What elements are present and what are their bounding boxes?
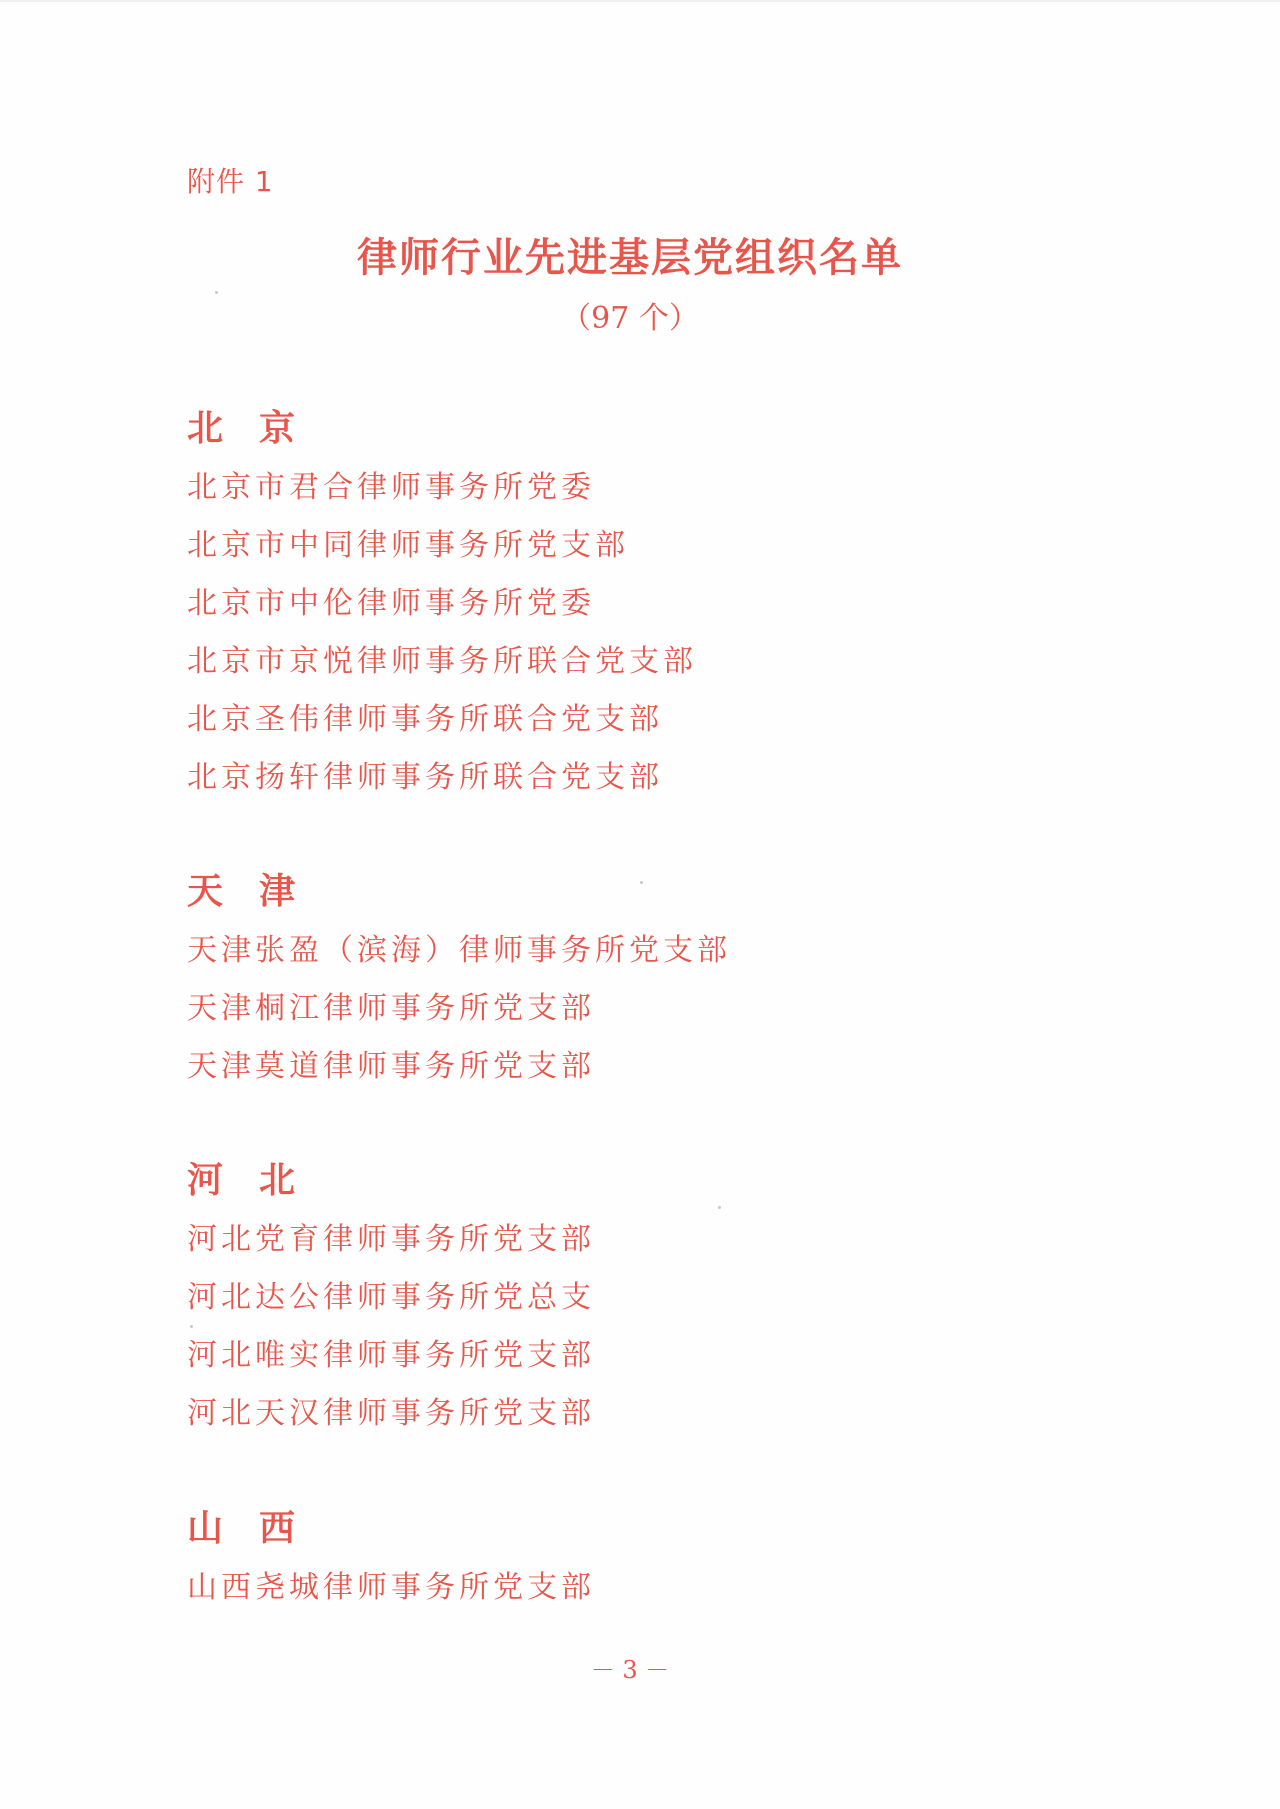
org-list xyxy=(187,1211,595,1443)
org-list xyxy=(187,459,697,807)
page-number: － 3 － xyxy=(590,1656,670,1684)
region-shanxi xyxy=(187,1503,595,1617)
region-heading: 北京 xyxy=(187,408,332,449)
scan-speck xyxy=(718,1206,721,1209)
region-heading: 山西 xyxy=(187,1508,332,1549)
scan-speck xyxy=(215,291,218,294)
org-list xyxy=(187,922,731,1096)
org-list xyxy=(187,1559,595,1617)
document-title: 律师行业先进基层党组织名单 xyxy=(357,234,903,281)
list-item: 河北天汉律师事务所党支部 xyxy=(187,1396,595,1431)
list-item: 河北唯实律师事务所党支部 xyxy=(187,1338,595,1373)
region-heading: 天津 xyxy=(187,871,332,912)
list-item: 北京市君合律师事务所党委 xyxy=(187,470,595,505)
list-item: 天津张盈（滨海）律师事务所党支部 xyxy=(187,933,731,968)
list-item: 北京市中同律师事务所党支部 xyxy=(187,528,629,563)
list-item: 河北党育律师事务所党支部 xyxy=(187,1222,595,1257)
list-item: 天津莫道律师事务所党支部 xyxy=(187,1049,595,1084)
list-item: 北京市中伦律师事务所党委 xyxy=(187,586,595,621)
list-item: 北京市京悦律师事务所联合党支部 xyxy=(187,644,697,679)
scan-edge xyxy=(0,0,1280,2)
attachment-label: 附件 1 xyxy=(187,165,274,198)
list-item: 天津桐江律师事务所党支部 xyxy=(187,991,595,1026)
scan-speck xyxy=(640,881,643,884)
document-count: （97 个） xyxy=(561,301,699,336)
region-hebei xyxy=(187,1155,595,1443)
scan-speck xyxy=(190,1325,193,1328)
list-item: 北京圣伟律师事务所联合党支部 xyxy=(187,702,663,737)
list-item: 河北达公律师事务所党总支 xyxy=(187,1280,595,1315)
region-beijing xyxy=(187,403,697,807)
region-tianjin xyxy=(187,866,731,1096)
region-heading: 河北 xyxy=(187,1160,332,1201)
list-item: 山西尧城律师事务所党支部 xyxy=(187,1570,595,1605)
list-item: 北京扬轩律师事务所联合党支部 xyxy=(187,760,663,795)
